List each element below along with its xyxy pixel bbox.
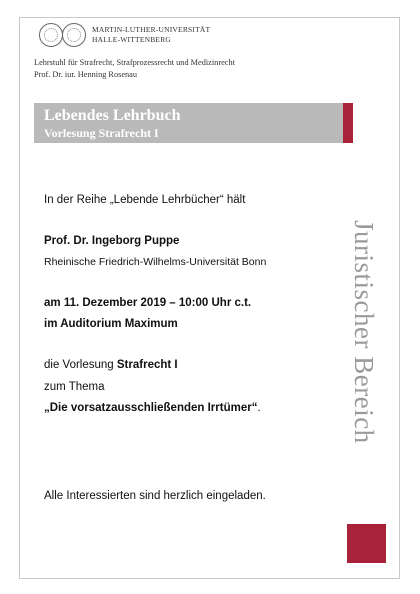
topic-title: „Die vorsatzausschließenden Irrtümer“ bbox=[44, 402, 258, 414]
university-seal-left-icon bbox=[39, 23, 63, 47]
speaker-affiliation: Rheinische Friedrich-Wilhelms-Universität Bonn bbox=[44, 256, 267, 268]
event-date-time: am 11. Dezember 2019 – 10:00 Uhr c.t. bbox=[44, 297, 252, 309]
side-label: Juristischer Bereich bbox=[349, 220, 379, 444]
side-label-container bbox=[350, 220, 380, 510]
event-location: im Auditorium Maximum bbox=[44, 318, 178, 330]
chair-holder: Prof. Dr. iur. Henning Rosenau bbox=[34, 69, 138, 79]
university-name-line1: MARTIN-LUTHER-UNIVERSITÄT bbox=[92, 25, 211, 34]
lecture-prefix: die Vorlesung bbox=[44, 359, 117, 371]
topic-suffix: . bbox=[257, 402, 261, 414]
lecture-line bbox=[44, 359, 178, 371]
chair-info bbox=[34, 57, 235, 80]
accent-square-bottom bbox=[347, 524, 386, 563]
university-name-line2: HALLE-WITTENBERG bbox=[92, 34, 172, 44]
university-seal-right-icon bbox=[62, 23, 86, 47]
invitation-text: Alle Interessierten sind herzlich eingeladen. bbox=[44, 490, 266, 502]
intro-text: In der Reihe „Lebende Lehrbücher“ hält bbox=[44, 194, 246, 206]
speaker-name: Prof. Dr. Ingeborg Puppe bbox=[44, 235, 180, 247]
band-title: Lebendes Lehrbuch bbox=[44, 107, 181, 124]
accent-bar-top bbox=[343, 103, 353, 143]
band-subtitle: Vorlesung Strafrecht I bbox=[44, 126, 159, 140]
university-name bbox=[92, 25, 210, 44]
lecture-name: Strafrecht I bbox=[116, 359, 178, 371]
topic-line bbox=[44, 402, 261, 414]
chair-name: Lehrstuhl für Strafrecht, Strafprozessrecht und Medizinrecht bbox=[34, 58, 235, 67]
topic-prefix: zum Thema bbox=[44, 381, 105, 393]
